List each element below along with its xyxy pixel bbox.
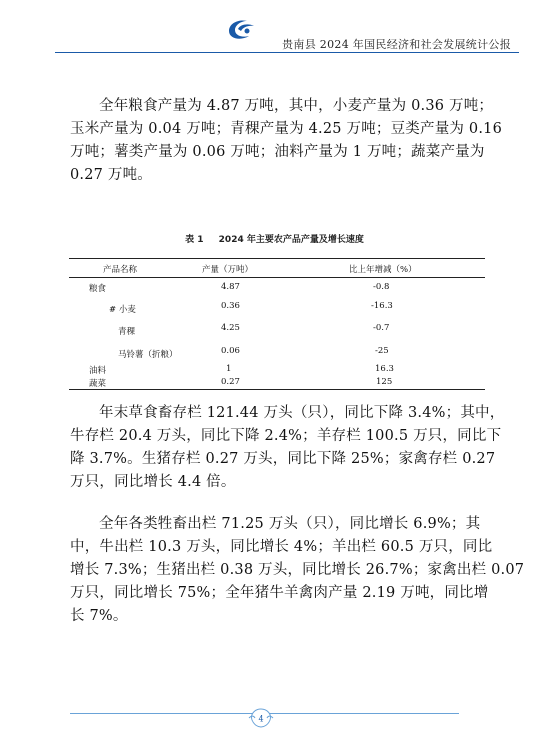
table-cell-change: -0.7 — [373, 323, 390, 333]
table-cell-name: 蔬菜 — [89, 379, 107, 389]
text-line: 降 3.7%。生猪存栏 0.27 万头，同比下降 25%；家禽存栏 0.27 — [70, 451, 496, 467]
table-cell-output: 4.87 — [221, 282, 240, 292]
paragraph-livestock-slaughter — [70, 513, 525, 628]
text-line: 年末草食畜存栏 121.44 万头（只），同比下降 3.4%；其中， — [99, 405, 505, 421]
table-cell-output: 0.36 — [221, 301, 240, 311]
table-top-rule — [69, 258, 485, 259]
table-header-output: 产量（万吨） — [202, 265, 254, 275]
table-cell-change: -0.8 — [373, 282, 390, 292]
page-number-ornament-icon — [246, 706, 276, 730]
table-cell-output: 0.06 — [221, 346, 240, 356]
table-header-name: 产品名称 — [103, 265, 138, 275]
table-cell-name: # 小麦 — [109, 305, 136, 315]
table-number: 表 1 — [185, 235, 204, 245]
table-cell-change: 16.3 — [375, 364, 394, 374]
page-header — [0, 0, 549, 60]
text-line: 0.27 万吨。 — [70, 167, 152, 183]
text-line: 万吨；薯类产量为 0.06 万吨；油料产量为 1 万吨；蔬菜产量为 — [70, 144, 485, 160]
table-cell-change: -16.3 — [371, 301, 393, 311]
page-number: 4 — [258, 714, 264, 724]
text-line: 增长 7.3%；生猪出栏 0.38 万头，同比增长 26.7%；家禽出栏 0.07 — [70, 562, 525, 578]
paragraph-grain — [70, 95, 502, 187]
table-cell-name: 油料 — [89, 366, 107, 376]
text-line: 玉米产量为 0.04 万吨；青稞产量为 4.25 万吨；豆类产量为 0.16 — [70, 121, 502, 137]
text-line: 万只，同比增长 4.4 倍。 — [70, 474, 236, 490]
table-cell-output: 0.27 — [221, 377, 240, 387]
table-title: 2024 年主要农产品产量及增长速度 — [218, 235, 364, 245]
text-line: 中，牛出栏 10.3 万头，同比增长 4%；羊出栏 60.5 万只，同比 — [70, 539, 493, 555]
text-line: 万只，同比增长 75%；全年猪牛羊禽肉产量 2.19 万吨，同比增 — [70, 585, 489, 601]
text-line: 全年粮食产量为 4.87 万吨，其中，小麦产量为 0.36 万吨； — [99, 98, 494, 114]
text-line: 全年各类牲畜出栏 71.25 万头（只），同比增长 6.9%；其 — [99, 516, 481, 532]
table-cell-change: -25 — [375, 346, 389, 356]
table-cell-output: 4.25 — [221, 323, 240, 333]
table-cell-name: 青稞 — [118, 327, 136, 337]
header-title: 贵南县 2024 年国民经济和社会发展统计公报 — [282, 38, 511, 51]
table-bottom-rule — [69, 389, 485, 390]
table-header-rule — [69, 277, 485, 278]
header-divider — [55, 52, 519, 53]
bulletin-logo-icon — [225, 17, 257, 41]
text-line: 长 7%。 — [70, 608, 128, 624]
table-cell-change: 125 — [376, 377, 393, 387]
table-caption — [0, 232, 549, 245]
table-cell-output: 1 — [226, 364, 232, 374]
table-header-change: 比上年增减（%） — [349, 265, 417, 275]
paragraph-livestock-stock — [70, 402, 505, 494]
table-cell-name: 马铃薯（折粮） — [118, 350, 178, 360]
text-line: 牛存栏 20.4 万头，同比下降 2.4%；羊存栏 100.5 万只，同比下 — [70, 428, 502, 444]
table-cell-name: 粮食 — [89, 284, 107, 294]
